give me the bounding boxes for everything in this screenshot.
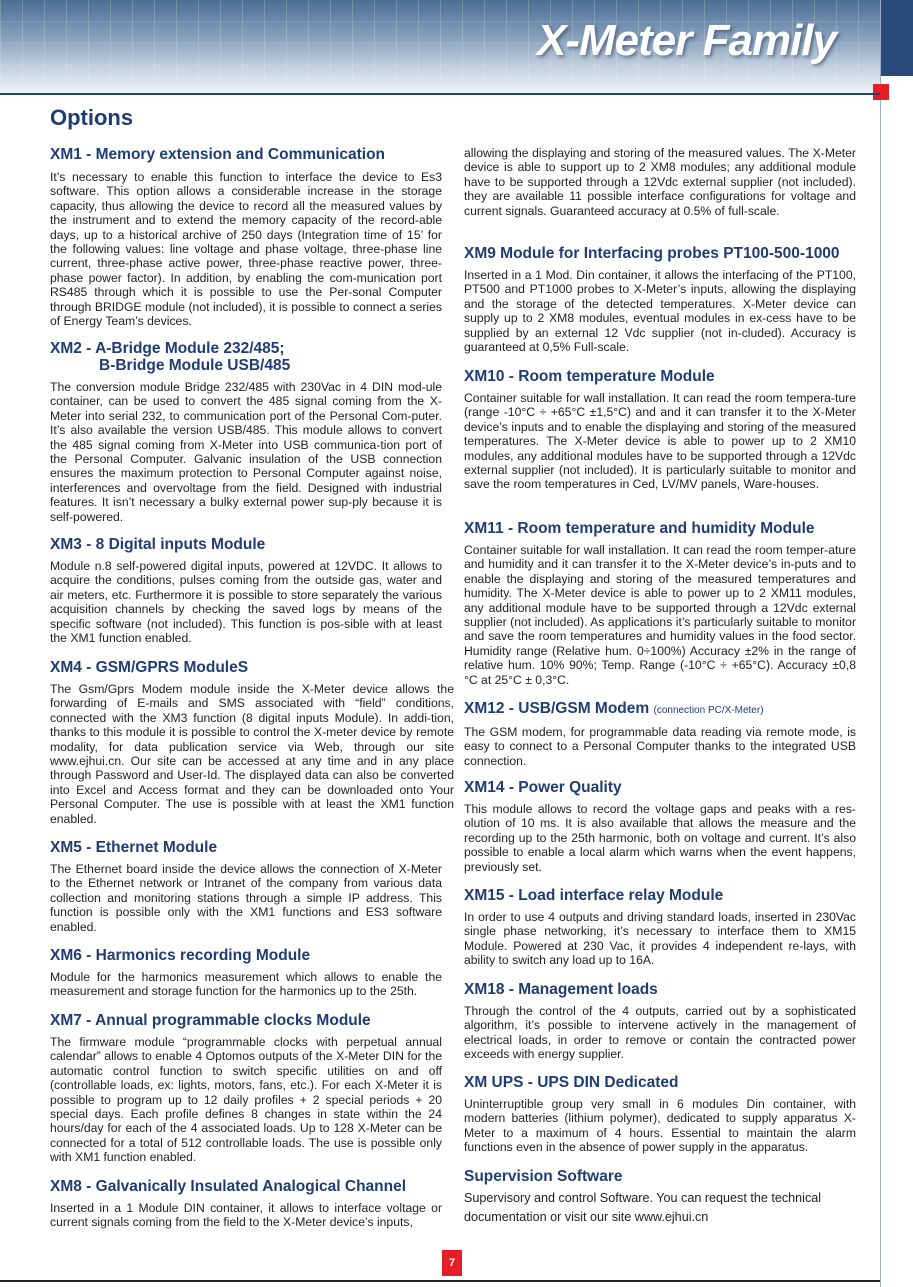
section-title-line1: XM2 - A-Bridge Module 232/485; [50, 340, 285, 357]
section-title: XM15 - Load interface relay Module [464, 887, 724, 904]
section-xm3 [50, 536, 442, 645]
section-body-continued: allowing the displaying and storing of the measured values. The X-Meter device is able to support up to 2 XM8 modules; any additional module have to be supported through a 12Vdc external supplier (not included). they are available 11 possible interface configurations for voltage and current signals. Guaranteed accuracy at 0.5% of full-scale. [464, 146, 856, 218]
section-supervision [464, 1168, 824, 1227]
section-body: The GSM modem, for programmable data reading via remote mode, is easy to connect to a Personal Computer thanks to the integrated USB connection. [464, 725, 856, 768]
section-body: The firmware module “programmable clocks with perpetual annual calendar” allows to enable 4 Optomos outputs of the X-Meter DIN for the automatic control function to switch specific utilities on and off (controllable loads, ex: lights, motors, fans, etc.). For each X-Meter it is possible to program up to 12 daily profiles + 2 special periods + 20 special days. Each profile defines 8 changes in state within the 24 hours/day for each of the 4 associated loads. Up to 128 X-Meter can be connected for a total of 512 controllable loads. The use is possible only with XM1 function enabled. [50, 1035, 442, 1165]
section-title [50, 340, 442, 374]
section-title: XM1 - Memory extension and Communication [50, 146, 386, 163]
section-title: XM6 - Harmonics recording Module [50, 947, 311, 964]
section-xm6 [50, 947, 442, 999]
section-title: XM4 - GSM/GPRS ModuleS [50, 659, 249, 676]
section-body: This module allows to record the voltage gaps and peaks with a res-olution of 10 ms. It is also available that allows the measure and the recording up to the 25th harmonic, both on voltage and current. It’s also possible to enable a local alarm which warns when the event happens, previously set. [464, 802, 856, 874]
section-title: XM3 - 8 Digital inputs Module [50, 536, 266, 553]
header-divider [0, 93, 880, 95]
section-body: The Ethernet board inside the device allows the connection of X-Meter to the Ethernet network or Intranet of the company from various data collection and monitoring stations through a simple IP address. This function is possible only with the XM1 functions and ES3 software enabled. [50, 862, 442, 934]
section-xmups [464, 1074, 856, 1155]
section-body: Container suitable for wall installation. It can read the room tempera-ture (range -10°C ÷ +65°C ±1,5°C) and and it can transfer it to the X-Meter device’s inputs and to enable the displaying and storing of the measured temperatures. The X-Meter device is able to power up to 2 XM10 modules, any additional modules have to be supported through a 12Vdc external supplier (not included). It is particularly suitable to monitor and save the room temperatures in Ced, LV/MV panels, Ware-houses. [464, 391, 856, 492]
section-xm8-continued [464, 146, 856, 218]
section-xm15 [464, 887, 856, 968]
section-title: XM18 - Management loads [464, 981, 658, 998]
section-body: Inserted in a 1 Module DIN container, it allows to interface voltage or current signals coming from the field to the X-Meter device’s inputs, [50, 1201, 442, 1230]
section-title: XM10 - Room temperature Module [464, 368, 715, 385]
red-corner-marker [873, 84, 889, 100]
section-body: Uninterruptible group very small in 6 modules Din container, with modern batteries (lithium polymer), dedicated to supply apparatus X-Meter to a maximum of 4 hours. Essential to maintain the alarm functions even in the absence of power supply in the apparatus. [464, 1097, 856, 1155]
page-number: 7 [442, 1250, 462, 1276]
section-body: Module n.8 self-powered digital inputs, powered at 12VDC. It allows to acquire the conditions, pulses coming from the outside gas, water and air meters, etc. Furthermore it is possible to store separately the various acquisition channels by checking the saved logs by means of the specific software (not included). This function is pos-sible with at least the XM1 function enabled. [50, 559, 442, 646]
section-xm5 [50, 839, 442, 934]
section-title-note: (connection PC/X-Meter) [653, 705, 764, 716]
section-title: XM11 - Room temperature and humidity Module [464, 520, 815, 537]
section-body: The Gsm/Gprs Modem module inside the X-Meter device allows the forwarding of E-mails and SMS associated with “field” conditions, connected with the XM3 function (8 digital inputs Module). In addi-tion, thanks to this module it is possible to control the X-meter device by remote modality, for data publication service via Web, through our site www.ejhui.cn. Our site can be accessed at any time and in any place through Password and User-Id. The displayed data can also be converted into Excel and Access format and they can be downloaded onto Your Personal Computer. The use is possible with at least the XM1 function enabled. [50, 682, 454, 826]
section-body: Container suitable for wall installation. It can read the room temper-ature and humidity and it can transfer it to the X-Meter device’s in-puts and to enable the displaying and storing of the measured temperatures and humidity. The X-Meter device is able to power up to 2 XM11 modules, any additional module have to be supported through a 12Vdc external supplier (not included). As applications it’s particularly suitable to monitor and save the room temperatures and humidity values in the food sector. Humidity range (Relative hum. 0÷100%) Accuracy ±2% in the range of relative hum. 10% 90%; Temp. Range (-10°C ÷ +65°C). Accuracy ±0,8 °C at 25°C ± 0,3°C. [464, 543, 856, 687]
section-title-line2: B-Bridge Module USB/485 [99, 357, 291, 374]
section-title: XM5 - Ethernet Module [50, 839, 218, 856]
footer-divider [0, 1280, 880, 1282]
section-xm4 [50, 659, 454, 826]
section-title: XM UPS - UPS DIN Dedicated [464, 1074, 679, 1091]
section-xm12 [464, 700, 856, 768]
section-title: XM7 - Annual programmable clocks Module [50, 1012, 371, 1029]
section-title: XM9 Module for Interfacing probes PT100-500-1000 [464, 245, 840, 262]
section-title [464, 700, 856, 719]
right-bar-top-block [881, 0, 913, 76]
page-header-banner [0, 0, 880, 93]
section-body: In order to use 4 outputs and driving standard loads, inserted in 230Vac single phase networking, it’s necessary to interface them to XM15 Module. Powered at 230 Vac, it provides 4 independent re-lays, with ability to switch any load up to 16A. [464, 910, 856, 968]
section-xm7 [50, 1012, 442, 1165]
section-body: Inserted in a 1 Mod. Din container, it allows the interfacing of the PT100, PT500 and PT1000 probes to X-Meter’s inputs, allowing the displaying and the storage of the detected temperatures. X-Meter device can supply up to 2 XM8 modules, eventual modules in ex-cess have to be supplied by an external 12 Vdc supplier (not in-cluded). Accuracy is guaranteed at 0,5% Full-scale. [464, 268, 856, 355]
section-xm14 [464, 779, 856, 874]
section-xm1 [50, 146, 442, 328]
section-xm18 [464, 981, 856, 1062]
brand-title: X-Meter Family [537, 16, 836, 65]
section-xm10 [464, 368, 856, 492]
section-body: Module for the harmonics measurement which allows to enable the measurement and storage function for the harmonics up to the 25th. [50, 970, 442, 999]
section-body: Supervisory and control Software. You can request the technical documentation or visit our site www.ejhui.cn [464, 1191, 822, 1224]
section-xm2 [50, 340, 442, 524]
page-title: Options [50, 105, 134, 130]
section-title-main: XM12 - USB/GSM Modem [464, 700, 650, 717]
section-body: The conversion module Bridge 232/485 with 230Vac in 4 DIN mod-ule container, can be used to convert the 485 signal coming from the X-Meter into serial 232, to communication port of the Personal Com-puter. It’s also available the version USB/485. This module allows to convert the 485 signal coming from X-Meter into USB communica-tion port of the Personal Computer. Galvanic insulation of the USB connection ensures the maximum protection to Personal Computer against noise, interferences and overvoltage from the field. Designed with industrial features. It isn’t necessary a bulky external power sup-ply because it is self-powered. [50, 380, 442, 524]
section-xm8 [50, 1178, 442, 1230]
section-body: Through the control of the 4 outputs, carried out by a sophisticated algorithm, it’s possible to intervene actively in the management of electrical loads, in order to remove or contain the contracted power exceeds with energy supplier. [464, 1004, 856, 1062]
section-xm9 [464, 245, 864, 354]
section-title: XM14 - Power Quality [464, 779, 622, 796]
section-title: Supervision Software [464, 1168, 623, 1185]
section-body: It’s necessary to enable this function to interface the device to Es3 software. This option allows a considerable increase in the storage capacity, thus allowing the device to record all the measured values by the instrument and to extend the memory capacity of the record-able days, up to a historical archive of 250 days (Integration time of 15’ for the following values: line voltage and phase voltage, three-phase line current, three-phase active power, three-phase reactive power, three-phase power factor). In addition, by enabling the com-munication port RS485 through which it is possible to use the Per-sonal Computer through BRIDGE module (not included), it is possible to connect a series of Energy Team’s devices. [50, 170, 442, 329]
section-xm11 [464, 520, 856, 687]
right-margin-bar [880, 0, 913, 1287]
section-title: XM8 - Galvanically Insulated Analogical Channel [50, 1178, 407, 1195]
